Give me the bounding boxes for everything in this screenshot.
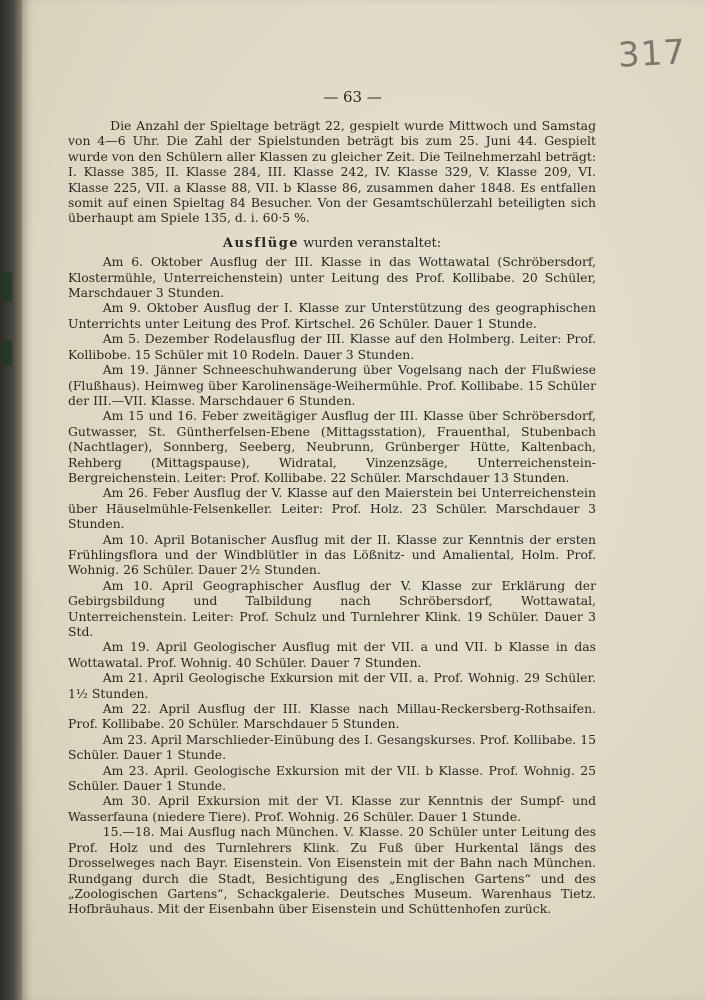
excursion-entry: Am 5. Dezember Rodelausflug der III. Klasse auf den Holmberg. Leiter: Prof. Kollibobe. 15 Schüler mit 10 Rodeln. Dauer 3 Stunden.	[68, 331, 596, 362]
excursion-entry: Am 26. Feber Ausflug der V. Klasse auf den Maierstein bei Unterreichenstein über Häuselmühle-Felsenkeller. Leiter: Prof. Holz. 23 Schüler. Marschdauer 3 Stunden.	[68, 485, 596, 532]
excursion-entry: Am 15 und 16. Feber zweitägiger Ausflug der III. Klasse über Schröbersdorf, Gutwasser, St. Güntherfelsen-Ebene (Mittagsstation), Frauenthal, Stubenbach (Nachtlager), Sonnberg, Seeberg, Neubrunn, Grünberger Hütte, Kaltenbach, Rehberg (Mittagspause), Widratal, Vinzenzsäge, Unterreichenstein-Bergreichenstein. Leiter: Prof. Kollibabe. 22 Schüler. Marschdauer 13 Stunden.	[68, 408, 596, 485]
heading-bold: Ausflüge	[222, 235, 300, 251]
book-spine	[0, 0, 22, 1000]
excursion-entry: 15.—18. Mai Ausflug nach München. V. Klasse. 20 Schüler unter Leitung des Prof. Holz und des Turnlehrers Klink. Zu Fuß über Hurkental längs des Drosselweges nach Bayr. Eisenstein. Von Eisenstein mit der Bahn nach München. Rundgang durch die Stadt, Besichtigung des „Englischen Gartens“ und des „Zoologischen Gartens“, Schackgalerie. Deutsches Museum. Warenhaus Tietz. Hofbräuhaus. Mit der Eisenbahn über Eisenstein und Schüttenhofen zurück.	[68, 824, 596, 917]
excursion-entry: Am 22. April Ausflug der III. Klasse nach Millau-Reckersberg-Rothsaifen. Prof. Kollibabe. 20 Schüler. Marschdauer 5 Stunden.	[68, 701, 596, 732]
excursion-entry: Am 10. April Geographischer Ausflug der V. Klasse zur Erklärung der Gebirgsbildung und Talbildung nach Schröbersdorf, Wottawatal, Unterreichenstein. Leiter: Prof. Schulz und Turnlehrer Klink. 19 Schüler. Dauer 3 Std.	[68, 577, 596, 639]
excursion-entry: Am 21. April Geologische Exkursion mit der VII. a. Prof. Wohnig. 29 Schüler. 1½ Stunden.	[68, 670, 596, 701]
page-number: — 63 —	[323, 88, 382, 106]
heading-rest: wurden veranstaltet:	[299, 235, 442, 251]
page-body	[68, 118, 596, 917]
games-paragraph: Die Anzahl der Spieltage beträgt 22, gespielt wurde Mittwoch und Samstag von 4—6 Uhr. Die Zahl der Spielstunden beträgt bis zum 25. Juni 44. Gespielt wurde von den Schülern aller Klassen zu gleicher Zeit. Die Teilnehmerzahl beträgt: I. Klasse 385, II. Klasse 284, III. Klasse 242, IV. Klasse 329, V. Klasse 209, VI. Klasse 225, VII. a Klasse 88, VII. b Klasse 86, zusammen daher 1848. Es entfallen somit auf einen Spieltag 84 Besucher. Von der Gesamtschülerzahl beteiligten sich überhaupt am Spiele 135, d. i. 60·5 %.	[68, 118, 596, 226]
excursion-entry: Am 19. Jänner Schneeschuhwanderung über Vogelsang nach der Flußwiese (Flußhaus). Heimweg über Karolinensäge-Weihermühle. Prof. Kollibabe. 15 Schüler der III.—VII. Klasse. Marschdauer 6 Stunden.	[68, 362, 596, 408]
excursion-entry: Am 23. April. Geologische Exkursion mit der VII. b Klasse. Prof. Wohnig. 25 Schüler. Dauer 1 Stunde.	[68, 762, 596, 794]
excursion-entry: Am 6. Oktober Ausflug der III. Klasse in das Wottawatal (Schröbersdorf, Klostermühle, Unterreichenstein) unter Leitung des Prof. Kollibabe. 20 Schüler, Marschdauer 3 Stunden.	[68, 254, 596, 301]
section-heading	[68, 236, 596, 251]
excursion-entry: Am 19. April Geologischer Ausflug mit der VII. a und VII. b Klasse in das Wottawatal. Prof. Wohnig. 40 Schüler. Dauer 7 Stunden.	[68, 639, 596, 670]
excursion-entry: Am 23. April Marschlieder-Einübung des I. Gesangskurses. Prof. Kollibabe. 15 Schüler. Dauer 1 Stunde.	[68, 731, 596, 763]
excursion-entry: Am 10. April Botanischer Ausflug mit der II. Klasse zur Kenntnis der ersten Frühlingsflora und der Windblütler in das Lößnitz- und Amaliental, Holm. Prof. Wohnig. 26 Schüler. Dauer 2½ Stunden.	[68, 531, 596, 578]
binding-thread	[2, 340, 12, 366]
excursion-entry: Am 30. April Exkursion mit der VI. Klasse zur Kenntnis der Sumpf- und Wasserfauna (niedere Tiere). Prof. Wohnig. 26 Schüler. Dauer 1 Stunde.	[68, 793, 596, 824]
archive-page-number: 317	[616, 32, 687, 76]
binding-thread	[2, 272, 12, 302]
excursion-entry: Am 9. Oktober Ausflug der I. Klasse zur Unterstützung des geographischen Unterrichts unter Leitung des Prof. Kirtschel. 26 Schüler. Dauer 1 Stunde.	[68, 300, 596, 331]
